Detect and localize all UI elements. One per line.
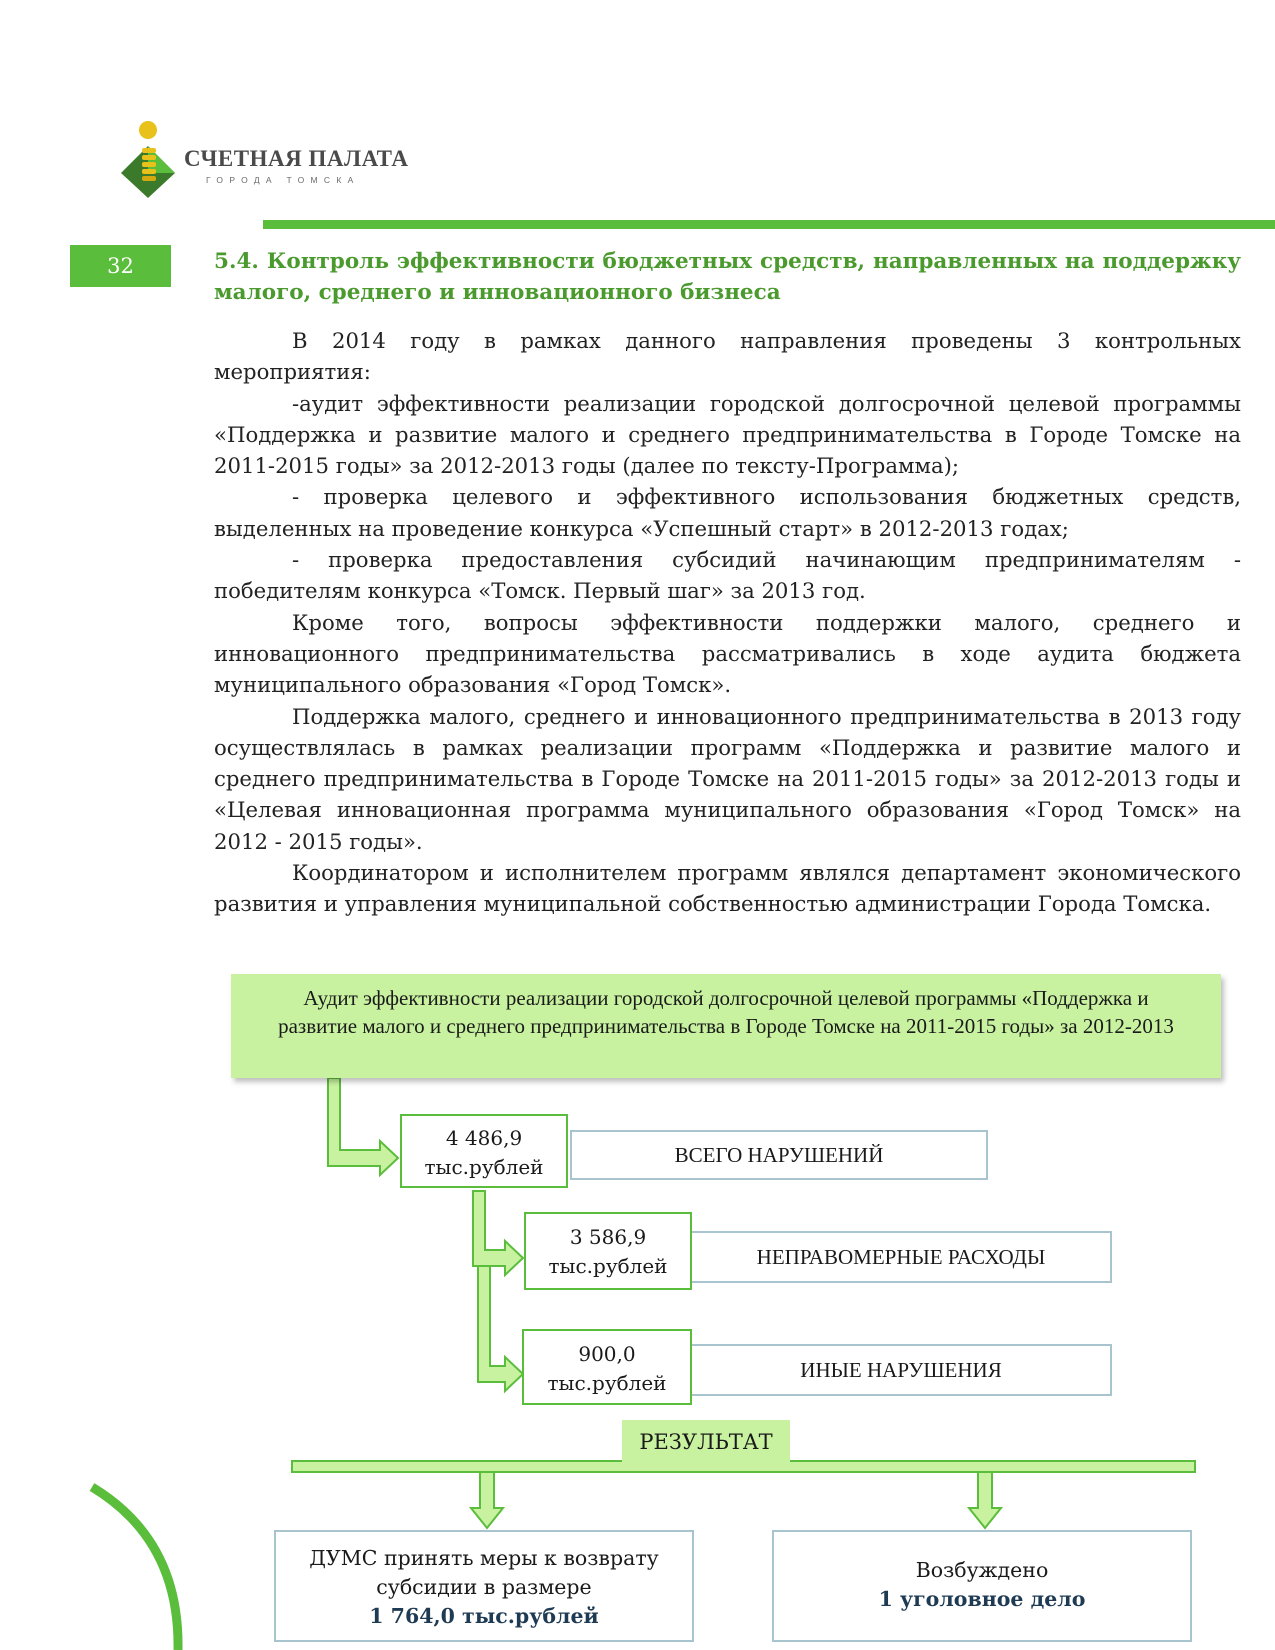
label-unlawful-expenses: НЕПРАВОМЕРНЫЕ РАСХОДЫ <box>690 1231 1112 1283</box>
result-criminal-case-count: 1 уголовное дело <box>878 1587 1086 1611</box>
logo-icon <box>115 118 175 200</box>
paragraph: Поддержка малого, среднего и инновационного предпринимательства в 2013 году осуществлялась в рамках реализации программ «Поддержка и развитие малого и среднего предпринимательства в Городе Томске на 2011-2015 годы» за 2012-2013 годы и «Целевая инновационная программа муниципального образования «Город Томск» на 2012 - 2015 годы». <box>214 703 1241 854</box>
org-title: СЧЕТНАЯ ПАЛАТА <box>184 146 409 171</box>
result-criminal-case: Возбуждено 1 уголовное дело <box>772 1530 1192 1642</box>
paragraph: - проверка целевого и эффективного использования бюджетных средств, выделенных на проведение конкурса «Успешный старт» в 2012-2013 годах; <box>214 484 1241 541</box>
paragraph: Кроме того, вопросы эффективности поддержки малого, среднего и инновационного предпринимательства рассматривались в ходе аудита бюджета муниципального образования «Город Томск». <box>214 609 1241 698</box>
result-refund-amount: 1 764,0 тыс.рублей <box>369 1604 599 1628</box>
header-divider <box>263 220 1275 229</box>
decorative-arc <box>92 1487 178 1650</box>
paragraph: В 2014 году в рамках данного направления проведены 3 контрольных мероприятия: <box>214 328 1241 385</box>
section-heading: 5.4. Контроль эффективности бюджетных средств, направленных на поддержку малого, среднего и инновационного бизнеса <box>214 249 1241 305</box>
paragraph: - проверка предоставления субсидий начинающим предпринимателям - победителям конкурса «Томск. Первый шаг» за 2013 год. <box>214 547 1241 604</box>
diagram-title: Аудит эффективности реализации городской долгосрочной целевой программы «Поддержка и развитие малого и среднего предпринимательства в Городе Томске на 2011-2015 годы» за 2012-2013 <box>231 974 1221 1078</box>
page-number: 32 <box>70 245 171 287</box>
label-total-violations: ВСЕГО НАРУШЕНИЙ <box>570 1130 988 1180</box>
value-total-violations: 4 486,9 тыс.рублей <box>400 1114 568 1188</box>
label-other-violations: ИНЫЕ НАРУШЕНИЯ <box>690 1344 1112 1396</box>
section-body <box>214 325 1241 920</box>
result-label: РЕЗУЛЬТАТ <box>622 1420 790 1464</box>
paragraph: -аудит эффективности реализации городской долгосрочной целевой программы «Поддержка и развитие малого и среднего предпринимательства в Городе Томске на 2011-2015 годы» за 2012-2013 годы (далее по тексту-Программа); <box>214 390 1241 479</box>
value-other-violations: 900,0 тыс.рублей <box>522 1329 692 1405</box>
paragraph: Координатором и исполнителем программ являлся департамент экономического развития и управления муниципальной собственностью администрации Города Томска. <box>214 860 1241 917</box>
org-subtitle: ГОРОДА ТОМСКА <box>206 175 360 185</box>
result-refund: ДУМС принять меры к возврату субсидии в размере 1 764,0 тыс.рублей <box>274 1530 694 1642</box>
value-unlawful-expenses: 3 586,9 тыс.рублей <box>524 1212 692 1290</box>
